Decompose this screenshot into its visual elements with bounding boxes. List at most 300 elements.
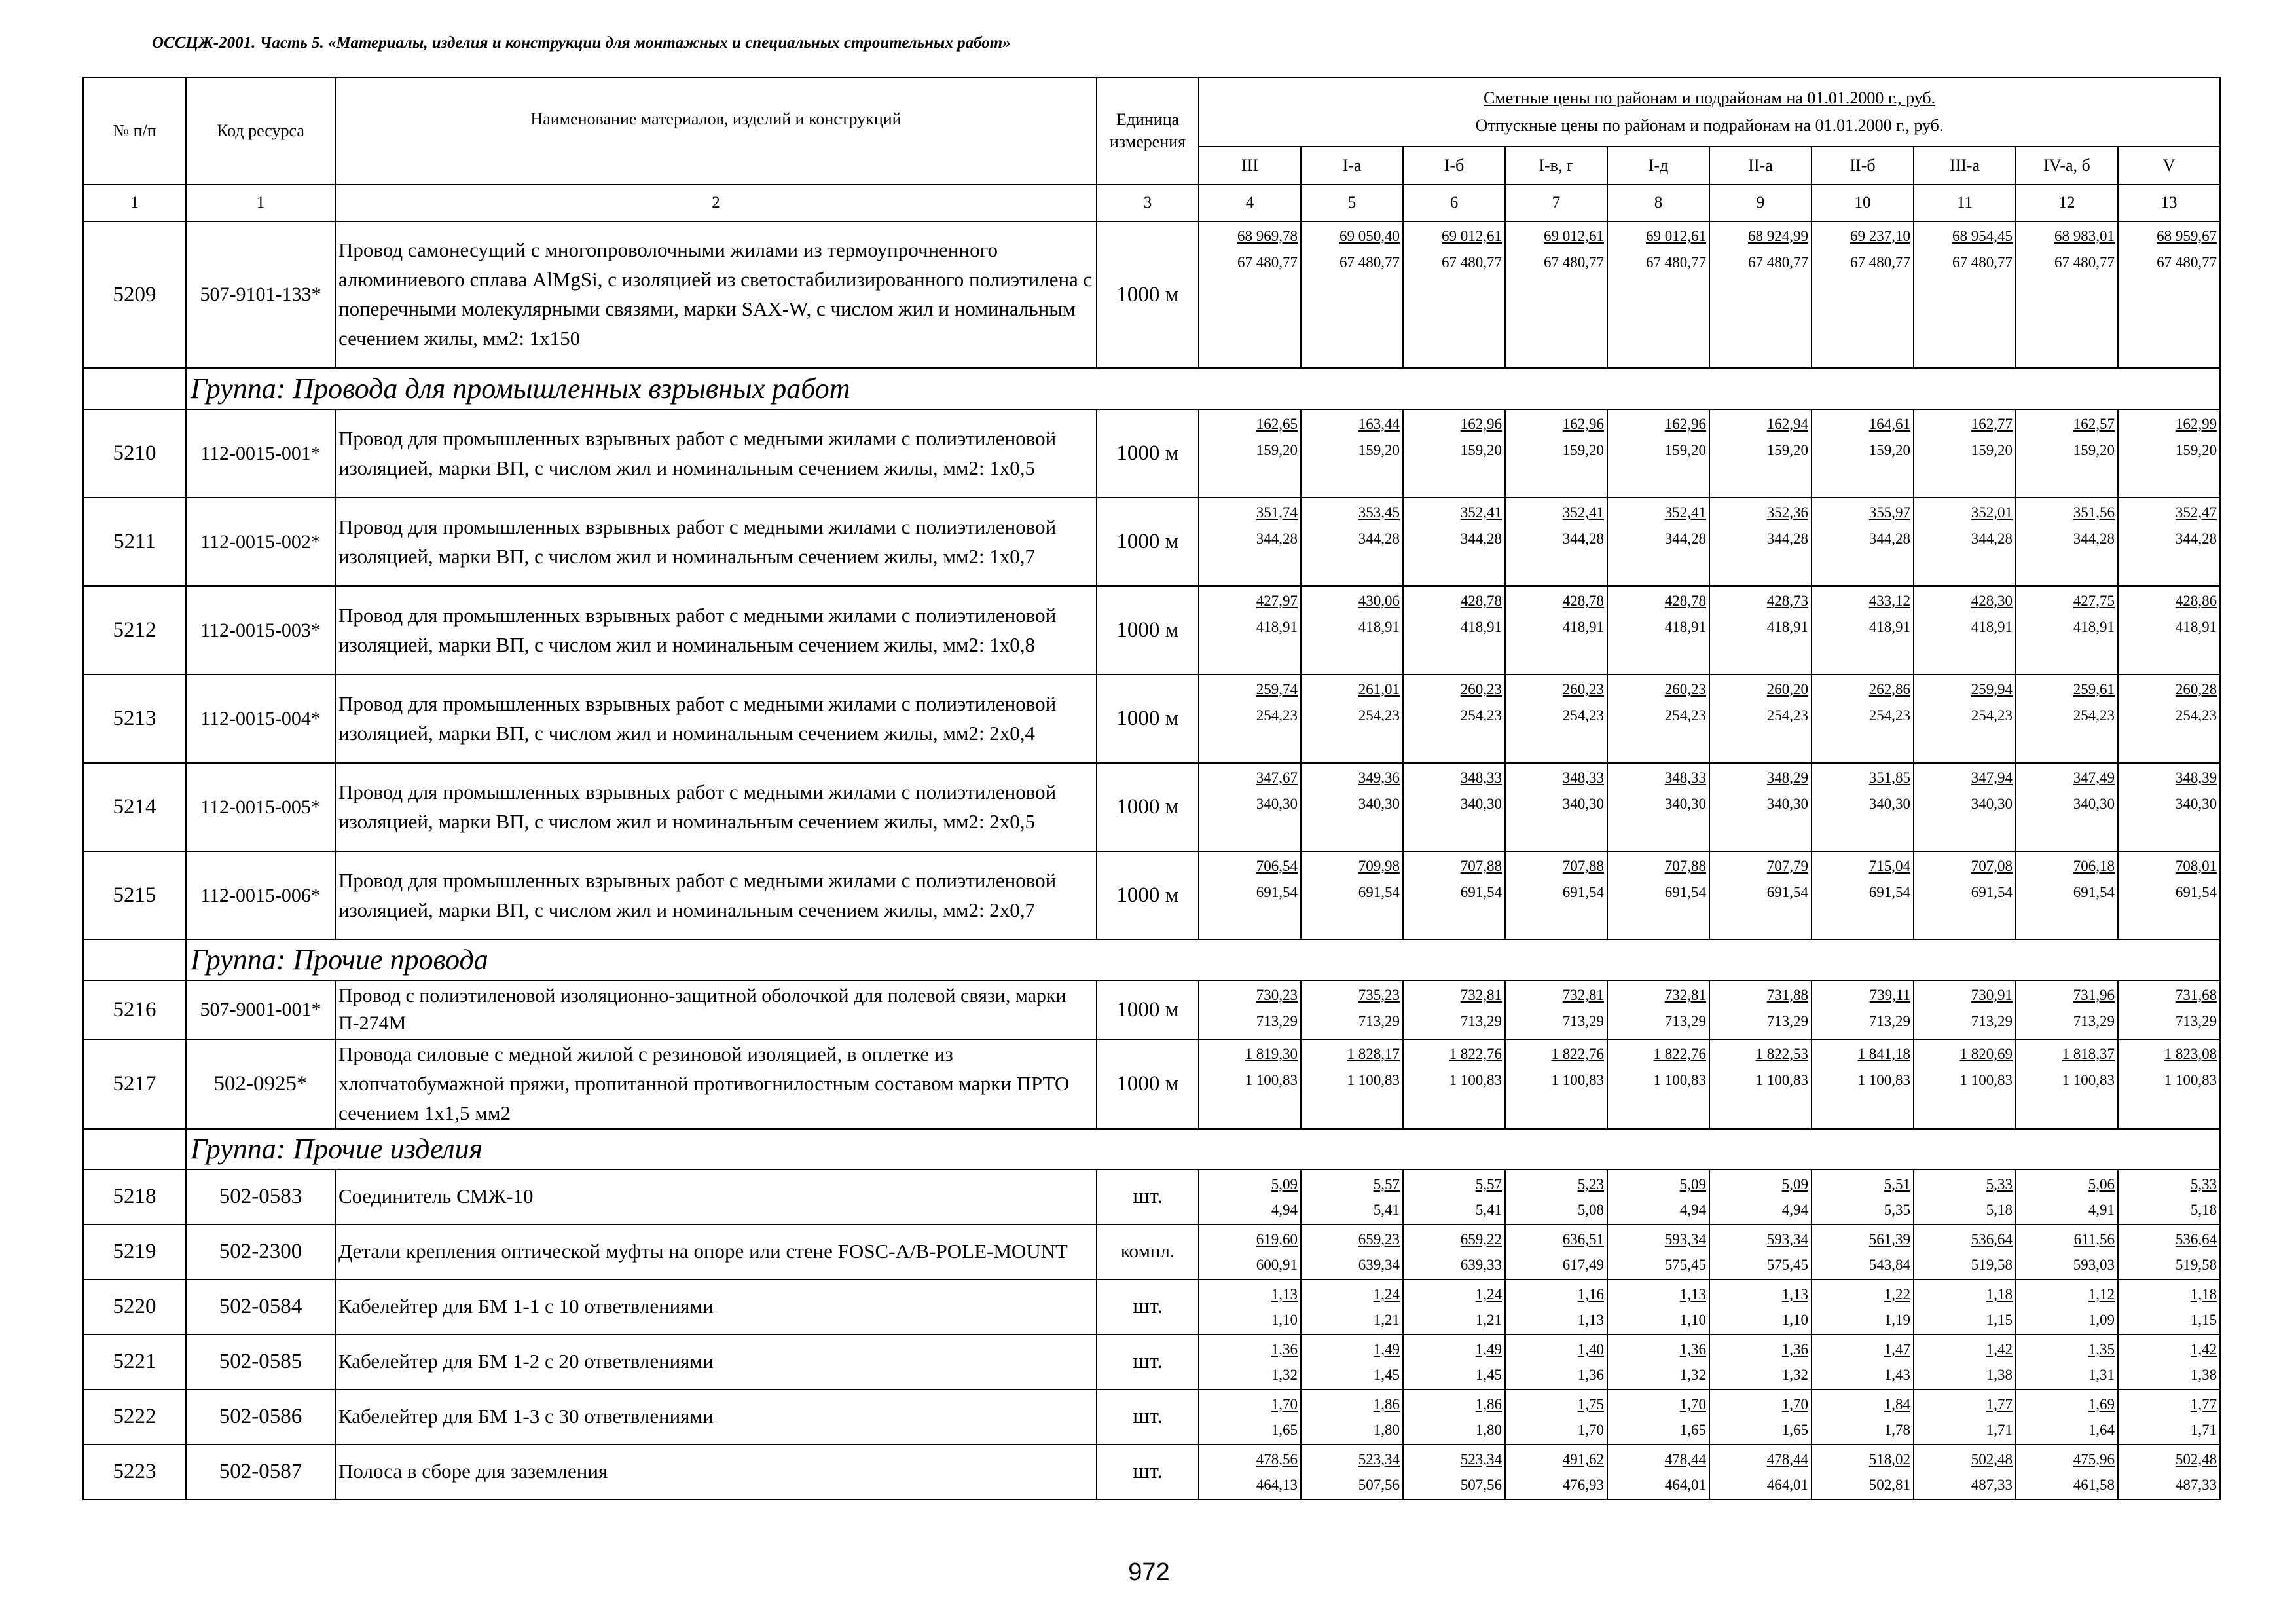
unit-of-measure: шт.	[1097, 1335, 1199, 1390]
estimate-price: 352,41	[1460, 504, 1502, 521]
estimate-price: 428,86	[2175, 593, 2217, 609]
estimate-price: 427,75	[2073, 593, 2115, 609]
resource-code: 112-0015-004*	[186, 674, 335, 763]
price-cell	[1812, 851, 1914, 940]
group-row	[83, 940, 2220, 980]
unit-of-measure: компл.	[1097, 1225, 1199, 1280]
row-number: 5213	[83, 674, 186, 763]
release-price: 344,28	[1562, 530, 1604, 547]
row-number: 5214	[83, 763, 186, 851]
release-price: 67 480,77	[1952, 253, 2013, 270]
price-cell	[2016, 1390, 2118, 1445]
estimate-price: 162,77	[1971, 416, 2013, 432]
estimate-price: 351,56	[2073, 504, 2115, 521]
release-price: 691,54	[1664, 883, 1706, 900]
release-price: 691,54	[1358, 883, 1400, 900]
release-price: 1 100,83	[1857, 1071, 1910, 1088]
release-price: 159,20	[1766, 441, 1808, 458]
price-cell	[1812, 1280, 1914, 1335]
estimate-price: 735,23	[1358, 987, 1400, 1003]
price-cell	[1812, 1225, 1914, 1280]
estimate-price: 260,23	[1562, 681, 1604, 697]
release-price: 418,91	[2175, 618, 2217, 635]
price-cell	[1914, 674, 2016, 763]
price-cell	[1812, 1390, 1914, 1445]
material-name: Провод с полиэтиленовой изоляционно-защитной оболочкой для полевой связи, марки П-274М	[335, 980, 1097, 1039]
resource-code: 502-0584	[186, 1280, 335, 1335]
estimate-price: 1,40	[1577, 1340, 1604, 1357]
release-price: 340,30	[1358, 795, 1400, 812]
estimate-price: 636,51	[1562, 1230, 1604, 1247]
region-header: IV-а, б	[2016, 147, 2118, 185]
estimate-price: 348,39	[2175, 769, 2217, 786]
release-price: 340,30	[1971, 795, 2013, 812]
price-cell	[1607, 409, 1709, 498]
price-cell	[2118, 1390, 2220, 1445]
release-price: 159,20	[1868, 441, 1910, 458]
estimate-price: 1 820,69	[1959, 1046, 2013, 1062]
release-price: 617,49	[1562, 1257, 1604, 1274]
estimate-price: 261,01	[1358, 681, 1400, 697]
release-price: 1,65	[1781, 1422, 1808, 1439]
table-row	[83, 980, 2220, 1039]
estimate-price: 611,56	[2073, 1230, 2115, 1247]
estimate-price: 351,74	[1256, 504, 1298, 521]
release-price: 67 480,77	[1646, 253, 1706, 270]
price-cell	[1301, 674, 1403, 763]
estimate-price: 1,49	[1373, 1340, 1400, 1357]
resource-code: 507-9101-133*	[186, 221, 335, 368]
table-row	[83, 586, 2220, 674]
release-price: 639,34	[1358, 1257, 1400, 1274]
group-title: Группа: Прочие провода	[186, 940, 2220, 980]
price-cell	[2118, 763, 2220, 851]
release-price: 254,23	[1460, 707, 1502, 724]
price-cell	[1199, 1280, 1301, 1335]
estimate-price: 502,48	[1971, 1450, 2013, 1467]
price-cell	[1301, 1445, 1403, 1500]
estimate-price: 1,12	[2088, 1285, 2115, 1302]
release-price: 344,28	[1358, 530, 1400, 547]
estimate-price: 5,57	[1373, 1175, 1400, 1192]
estimate-price: 262,86	[1868, 681, 1910, 697]
price-cell	[2118, 851, 2220, 940]
column-number: 6	[1403, 185, 1505, 221]
region-header: III-а	[1914, 147, 2016, 185]
price-cell	[1403, 586, 1505, 674]
estimate-price: 1 823,08	[2164, 1046, 2217, 1062]
estimate-price: 259,74	[1256, 681, 1298, 697]
row-number: 5215	[83, 851, 186, 940]
price-cell	[1301, 409, 1403, 498]
unit-of-measure: 1000 м	[1097, 763, 1199, 851]
column-number: 1	[83, 185, 186, 221]
price-cell	[1914, 1170, 2016, 1225]
release-price: 254,23	[1868, 707, 1910, 724]
estimate-price: 1,77	[1986, 1395, 2013, 1412]
release-price: 502,81	[1868, 1477, 1910, 1494]
resource-code: 112-0015-006*	[186, 851, 335, 940]
estimate-price: 491,62	[1562, 1450, 1604, 1467]
price-cell	[1914, 586, 2016, 674]
table-row	[83, 409, 2220, 498]
estimate-price: 561,39	[1868, 1230, 1910, 1247]
group-spacer	[83, 940, 186, 980]
release-price: 344,28	[1256, 530, 1298, 547]
price-cell	[1607, 980, 1709, 1039]
estimate-price: 5,09	[1271, 1175, 1298, 1192]
estimate-price: 5,23	[1577, 1175, 1604, 1192]
estimate-price: 1 822,76	[1551, 1046, 1604, 1062]
estimate-price: 349,36	[1358, 769, 1400, 786]
release-price: 340,30	[2175, 795, 2217, 812]
estimate-price: 1,13	[1271, 1285, 1298, 1302]
price-cell	[1812, 586, 1914, 674]
column-number: 7	[1505, 185, 1607, 221]
estimate-price: 428,78	[1460, 593, 1502, 609]
release-price: 344,28	[2073, 530, 2115, 547]
resource-code: 502-0585	[186, 1335, 335, 1390]
release-price: 1 100,83	[1449, 1071, 1502, 1088]
release-price: 713,29	[1664, 1012, 1706, 1029]
release-price: 1,36	[1577, 1367, 1604, 1384]
release-price: 1,10	[1781, 1312, 1808, 1329]
price-cell	[1199, 1039, 1301, 1129]
unit-of-measure: 1000 м	[1097, 851, 1199, 940]
release-price: 713,29	[1256, 1012, 1298, 1029]
estimate-price: 709,98	[1358, 858, 1400, 874]
release-price: 4,94	[1271, 1202, 1298, 1219]
release-price: 691,54	[2175, 883, 2217, 900]
price-cell	[1199, 498, 1301, 586]
release-price: 1,45	[1373, 1367, 1400, 1384]
estimate-price: 69 012,61	[1646, 228, 1706, 244]
price-cell	[1301, 221, 1403, 368]
estimate-price: 5,33	[2190, 1175, 2217, 1192]
column-number: 10	[1812, 185, 1914, 221]
price-cell	[1403, 1335, 1505, 1390]
resource-code: 502-0583	[186, 1170, 335, 1225]
release-price: 543,84	[1868, 1257, 1910, 1274]
price-cell	[1709, 498, 1812, 586]
price-cell	[1403, 1170, 1505, 1225]
price-cell	[2016, 1039, 2118, 1129]
price-cell	[2118, 674, 2220, 763]
release-price: 1 100,83	[1653, 1071, 1706, 1088]
estimate-price: 708,01	[2175, 858, 2217, 874]
release-price: 464,01	[1664, 1477, 1706, 1494]
estimate-price: 1,16	[1577, 1285, 1604, 1302]
price-cell	[1505, 1039, 1607, 1129]
estimate-price: 1,77	[2190, 1395, 2217, 1412]
estimate-price: 1,42	[2190, 1340, 2217, 1357]
release-price: 519,58	[1971, 1257, 2013, 1274]
estimate-price: 5,06	[2088, 1175, 2115, 1192]
group-spacer	[83, 1129, 186, 1170]
release-price: 5,41	[1373, 1202, 1400, 1219]
estimate-price: 1 818,37	[2062, 1046, 2115, 1062]
price-cell	[1403, 498, 1505, 586]
estimate-price: 352,41	[1562, 504, 1604, 521]
estimate-price: 348,33	[1562, 769, 1604, 786]
price-cell	[1301, 1170, 1403, 1225]
release-price: 713,29	[1460, 1012, 1502, 1029]
estimate-price: 523,34	[1358, 1450, 1400, 1467]
price-cell	[1914, 221, 2016, 368]
release-price: 1,80	[1373, 1422, 1400, 1439]
price-cell	[1709, 1039, 1812, 1129]
release-price: 519,58	[2175, 1257, 2217, 1274]
row-number: 5223	[83, 1445, 186, 1500]
price-cell	[2016, 409, 2118, 498]
price-cell	[1607, 1335, 1709, 1390]
region-header: II-б	[1812, 147, 1914, 185]
release-price: 4,94	[1679, 1202, 1706, 1219]
table-row	[83, 1390, 2220, 1445]
price-cell	[1199, 980, 1301, 1039]
estimate-price: 707,79	[1766, 858, 1808, 874]
unit-of-measure: шт.	[1097, 1170, 1199, 1225]
column-number: 9	[1709, 185, 1812, 221]
release-price: 67 480,77	[1748, 253, 1808, 270]
unit-of-measure: шт.	[1097, 1445, 1199, 1500]
price-cell	[2016, 763, 2118, 851]
estimate-price: 163,44	[1358, 416, 1400, 432]
estimate-price: 1,70	[1271, 1395, 1298, 1412]
estimate-price: 593,34	[1664, 1230, 1706, 1247]
price-cell	[1709, 409, 1812, 498]
material-name: Провод для промышленных взрывных работ с медными жилами с полиэтиленовой изоляцией, марки ВП, с числом жил и номинальным сечением жилы, мм2: 1x0,8	[335, 586, 1097, 674]
col-header-prices	[1199, 77, 2220, 147]
table-row	[83, 1039, 2220, 1129]
price-cell	[1403, 221, 1505, 368]
price-cell	[2016, 674, 2118, 763]
release-price: 691,54	[1256, 883, 1298, 900]
release-price: 4,94	[1781, 1202, 1808, 1219]
row-number: 5217	[83, 1039, 186, 1129]
table-body	[83, 221, 2220, 1500]
estimate-price: 1 822,76	[1653, 1046, 1706, 1062]
release-price: 1,21	[1373, 1312, 1400, 1329]
row-number: 5211	[83, 498, 186, 586]
price-cell	[2118, 1445, 2220, 1500]
region-header: I-а	[1301, 147, 1403, 185]
estimate-price: 706,54	[1256, 858, 1298, 874]
price-cell	[1199, 763, 1301, 851]
estimate-price: 1 822,53	[1755, 1046, 1808, 1062]
release-price: 254,23	[2073, 707, 2115, 724]
price-cell	[2016, 586, 2118, 674]
release-price: 418,91	[1256, 618, 1298, 635]
estimate-price: 1,36	[1679, 1340, 1706, 1357]
estimate-price: 707,88	[1460, 858, 1502, 874]
price-cell	[1403, 851, 1505, 940]
column-number: 12	[2016, 185, 2118, 221]
release-price: 487,33	[1971, 1477, 2013, 1494]
price-cell	[1301, 1390, 1403, 1445]
estimate-price: 536,64	[1971, 1230, 2013, 1247]
price-cell	[1709, 1335, 1812, 1390]
estimate-price: 707,88	[1664, 858, 1706, 874]
release-price: 254,23	[1256, 707, 1298, 724]
price-cell	[1607, 851, 1709, 940]
region-header: V	[2118, 147, 2220, 185]
estimate-price: 428,78	[1562, 593, 1604, 609]
release-price: 254,23	[1664, 707, 1706, 724]
release-price: 5,18	[2190, 1202, 2217, 1219]
release-price: 1 100,83	[2164, 1071, 2217, 1088]
estimate-price: 162,96	[1664, 416, 1706, 432]
material-name: Детали крепления оптической муфты на опоре или стене FOSC-A/B-POLE-MOUNT	[335, 1225, 1097, 1280]
unit-of-measure: шт.	[1097, 1280, 1199, 1335]
price-cell	[1301, 1039, 1403, 1129]
material-name: Провода силовые с медной жилой с резиновой изоляцией, в оплетке из хлопчатобумажной пряжи, пропитанной противогнилостным составом марки ПРТО сечением 1x1,5 мм2	[335, 1039, 1097, 1129]
release-price: 1,71	[1986, 1422, 2013, 1439]
col-header-name: Наименование материалов, изделий и конструкций	[335, 77, 1097, 185]
table-row	[83, 498, 2220, 586]
release-price: 691,54	[1868, 883, 1910, 900]
price-cell	[1505, 1390, 1607, 1445]
release-price: 418,91	[2073, 618, 2115, 635]
estimate-price: 518,02	[1868, 1450, 1910, 1467]
release-price: 691,54	[1562, 883, 1604, 900]
estimate-price: 347,67	[1256, 769, 1298, 786]
release-price: 254,23	[1562, 707, 1604, 724]
row-number: 5210	[83, 409, 186, 498]
price-cell	[1914, 409, 2016, 498]
price-cell	[1914, 1390, 2016, 1445]
estimate-price: 259,94	[1971, 681, 2013, 697]
estimate-price: 1,75	[1577, 1395, 1604, 1412]
release-price: 340,30	[2073, 795, 2115, 812]
estimate-price: 348,33	[1664, 769, 1706, 786]
price-cell	[2118, 221, 2220, 368]
release-price: 507,56	[1358, 1477, 1400, 1494]
estimate-price: 731,68	[2175, 987, 2217, 1003]
release-price: 418,91	[1460, 618, 1502, 635]
release-price: 67 480,77	[1237, 253, 1298, 270]
unit-of-measure: 1000 м	[1097, 221, 1199, 368]
release-price: 1 100,83	[1347, 1071, 1400, 1088]
row-number: 5218	[83, 1170, 186, 1225]
page-number: 972	[1128, 1559, 1170, 1586]
resource-code: 502-0925*	[186, 1039, 335, 1129]
estimate-price: 68 969,78	[1237, 228, 1298, 244]
column-number: 5	[1301, 185, 1403, 221]
unit-of-measure: 1000 м	[1097, 498, 1199, 586]
estimate-price: 659,22	[1460, 1230, 1502, 1247]
price-cell	[1199, 1225, 1301, 1280]
price-cell	[1607, 221, 1709, 368]
price-cell	[2118, 1170, 2220, 1225]
estimate-price: 428,73	[1766, 593, 1808, 609]
price-cell	[1812, 498, 1914, 586]
release-price: 1,32	[1781, 1367, 1808, 1384]
table-row	[83, 763, 2220, 851]
estimate-price: 502,48	[2175, 1450, 2217, 1467]
price-cell	[1403, 763, 1505, 851]
release-price: 344,28	[1460, 530, 1502, 547]
region-header: II-а	[1709, 147, 1812, 185]
table-row	[83, 1170, 2220, 1225]
resource-code: 112-0015-005*	[186, 763, 335, 851]
release-price: 1,10	[1679, 1312, 1706, 1329]
region-header: I-в, г	[1505, 147, 1607, 185]
price-cell	[1812, 763, 1914, 851]
release-price: 5,41	[1475, 1202, 1502, 1219]
release-price: 507,56	[1460, 1477, 1502, 1494]
release-price: 1,15	[2190, 1312, 2217, 1329]
release-price: 476,93	[1562, 1477, 1604, 1494]
estimate-price: 352,36	[1766, 504, 1808, 521]
price-cell	[2118, 586, 2220, 674]
estimate-price: 1 828,17	[1347, 1046, 1400, 1062]
price-cell	[1301, 763, 1403, 851]
estimate-price: 348,29	[1766, 769, 1808, 786]
unit-of-measure: 1000 м	[1097, 409, 1199, 498]
price-cell	[1607, 1039, 1709, 1129]
release-price: 418,91	[1562, 618, 1604, 635]
material-name: Полоса в сборе для заземления	[335, 1445, 1097, 1500]
release-price: 5,08	[1577, 1202, 1604, 1219]
column-number: 13	[2118, 185, 2220, 221]
price-cell	[1709, 1170, 1812, 1225]
estimate-price: 260,23	[1460, 681, 1502, 697]
column-number: 8	[1607, 185, 1709, 221]
release-price: 418,91	[1868, 618, 1910, 635]
estimate-price: 430,06	[1358, 593, 1400, 609]
release-price: 691,54	[1460, 883, 1502, 900]
estimate-price: 1,13	[1781, 1285, 1808, 1302]
price-cell	[2016, 851, 2118, 940]
estimate-price: 68 959,67	[2157, 228, 2217, 244]
price-cell	[1812, 1039, 1914, 1129]
price-cell	[1505, 1225, 1607, 1280]
release-price: 5,18	[1986, 1202, 2013, 1219]
price-cell	[1812, 1335, 1914, 1390]
price-cell	[1709, 221, 1812, 368]
estimate-price: 1 841,18	[1857, 1046, 1910, 1062]
release-price: 1,38	[1986, 1367, 2013, 1384]
release-price: 1,19	[1884, 1312, 1910, 1329]
estimate-price: 1 822,76	[1449, 1046, 1502, 1062]
price-cell	[1709, 586, 1812, 674]
material-name: Провод самонесущий с многопроволочными жилами из термоупрочненного алюминиевого сплава AlMgSi, с изоляцией из светостабилизированного полиэтилена с поперечными молекулярными связями, марки SAX-W, с числом жил и номинальным сечением жилы, мм2: 1x150	[335, 221, 1097, 368]
table-row	[83, 1280, 2220, 1335]
price-cell	[1607, 1390, 1709, 1445]
estimate-price: 162,57	[2073, 416, 2115, 432]
price-cell	[1505, 1280, 1607, 1335]
price-cell	[1505, 221, 1607, 368]
price-cell	[1914, 763, 2016, 851]
estimate-price: 715,04	[1868, 858, 1910, 874]
price-cell	[1301, 980, 1403, 1039]
estimate-price: 1,86	[1373, 1395, 1400, 1412]
estimate-price: 352,01	[1971, 504, 2013, 521]
price-cell	[1709, 763, 1812, 851]
estimate-price: 259,61	[2073, 681, 2115, 697]
release-price: 418,91	[1358, 618, 1400, 635]
release-price: 1,65	[1679, 1422, 1706, 1439]
estimate-price: 659,23	[1358, 1230, 1400, 1247]
unit-of-measure: 1000 м	[1097, 980, 1199, 1039]
price-cell	[1301, 498, 1403, 586]
release-price: 340,30	[1562, 795, 1604, 812]
price-cell	[1607, 1445, 1709, 1500]
price-cell	[1709, 980, 1812, 1039]
estimate-price: 427,97	[1256, 593, 1298, 609]
price-table	[82, 77, 2221, 1500]
